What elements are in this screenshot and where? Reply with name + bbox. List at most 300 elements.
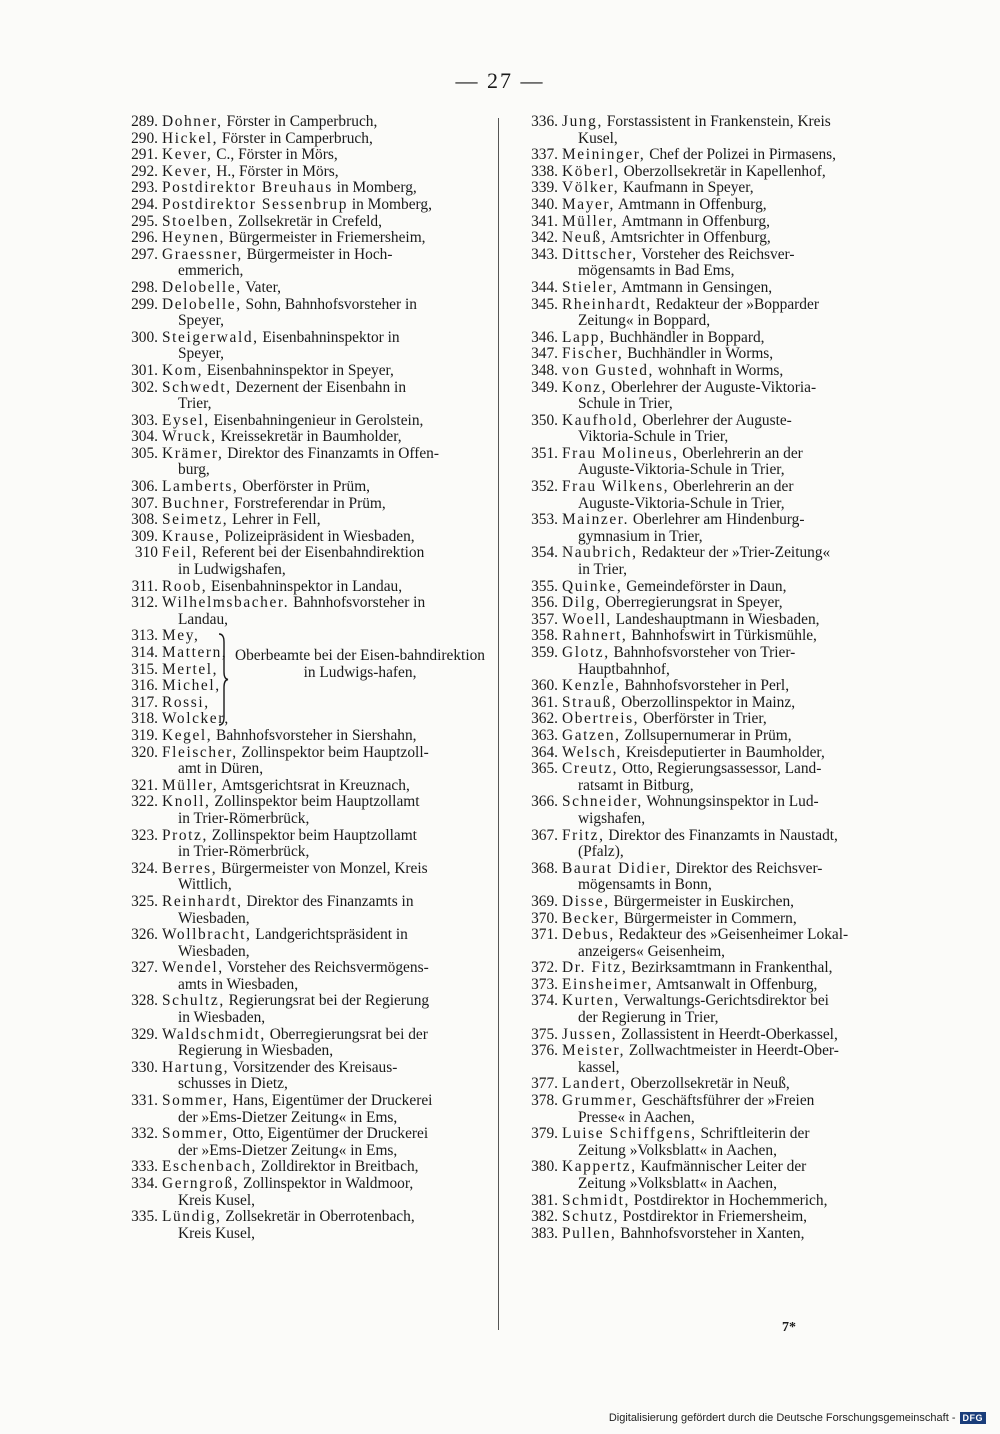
entry-description: Direktor des Finanzamts in Offen- — [223, 444, 439, 462]
list-entry — [112, 479, 490, 496]
list-entry — [112, 579, 490, 596]
entry-description: Förster in Camperbruch, — [222, 113, 378, 130]
entry-number: 349. — [531, 378, 558, 396]
entry-name: Rahnert, — [562, 627, 628, 645]
entry-continuation: Landau, — [178, 610, 228, 628]
entry-text — [562, 1043, 894, 1076]
entry-description: Bürgermeister in Euskirchen, — [609, 892, 795, 910]
entry-number: 327. — [131, 959, 158, 977]
list-entry — [112, 1027, 490, 1060]
entry-name: Fischer, — [562, 345, 624, 363]
entry-number: 375. — [531, 1025, 558, 1043]
entry-name: Wilhelmsbacher. — [162, 594, 290, 612]
entry-continuation: ratsamt in Bitburg, — [578, 776, 694, 794]
entry-number: 325. — [131, 892, 158, 910]
entry-name: Mattern, — [162, 644, 228, 661]
entry-name: Kurten, — [562, 992, 620, 1010]
entry-description: Direktor des Reichsver- — [671, 859, 823, 877]
entry-number: 359. — [531, 644, 558, 661]
entry-text — [162, 778, 490, 795]
entry-description: Buchhändler in Worms, — [623, 345, 774, 363]
entry-text — [562, 645, 894, 678]
entry-text — [162, 180, 490, 197]
entry-number: 314. — [131, 644, 158, 661]
entry-text — [562, 728, 894, 745]
entry-name: Rheinhardt, — [562, 295, 652, 313]
group-entry — [112, 660, 219, 679]
entry-description: Amtmann in Gensingen, — [618, 278, 773, 296]
page-number: — 27 — — [455, 68, 545, 93]
entry-name: Eysel, — [162, 411, 210, 429]
list-entry — [512, 545, 894, 578]
entry-name: Einsheimer, — [562, 975, 653, 993]
entry-text — [562, 960, 894, 977]
list-entry — [512, 761, 894, 794]
entry-number: 380. — [531, 1158, 558, 1176]
entry-text — [162, 595, 490, 628]
entry-description: Vorsteher des Reichsvermögens- — [223, 959, 429, 977]
entry-name: Kaufhold, — [562, 411, 639, 429]
list-entry — [512, 977, 894, 994]
entry-description: Dezernent der Eisenbahn in — [231, 378, 407, 396]
entry-text — [162, 114, 490, 131]
footer — [609, 1412, 986, 1424]
entry-description: Gemeindeförster in Daun, — [622, 577, 787, 595]
list-entry — [112, 147, 490, 164]
entry-name: Meininger, — [562, 146, 646, 164]
entry-name: Jung, — [562, 113, 603, 130]
entry-name: Baurat Didier, — [562, 859, 672, 877]
entry-number: 336. — [531, 113, 558, 130]
list-entry — [512, 1076, 894, 1093]
list-entry — [512, 612, 894, 629]
entry-continuation: Wiesbaden, — [178, 909, 250, 927]
list-entry — [112, 114, 490, 131]
entry-description: Redakteur der »Trier-Zeitung« — [637, 544, 831, 562]
entry-number: 315. — [131, 660, 158, 678]
entry-text — [162, 1027, 490, 1060]
entry-name: Pullen, — [562, 1224, 617, 1242]
entry-name: Heynen, — [162, 229, 225, 247]
entry-description: Lehrer in Fell, — [228, 511, 321, 529]
entry-text — [162, 545, 490, 578]
entry-number: 298. — [131, 278, 158, 296]
entry-name: Fritz, — [562, 826, 605, 844]
entry-text — [562, 1027, 894, 1044]
entry-continuation: Presse« in Aachen, — [578, 1108, 695, 1126]
entry-name: Neuß, — [562, 229, 608, 247]
list-entry — [512, 230, 894, 247]
entry-name: Fleischer, — [162, 743, 238, 761]
entry-name: Dittscher, — [562, 245, 638, 263]
entry-continuation: Trier, — [178, 395, 212, 413]
entry-number: 321. — [131, 776, 158, 794]
entry-text — [562, 761, 894, 794]
entry-description: Amtsrichter in Offenburg, — [607, 229, 771, 247]
entry-description: Bürgermeister in Hoch- — [242, 245, 393, 263]
entry-text — [162, 993, 490, 1026]
entry-description: Bahnhofswirt in Türkismühle, — [627, 627, 817, 645]
entry-name: Lapp, — [562, 328, 606, 346]
list-entry — [112, 794, 490, 827]
entry-number: 352. — [531, 478, 558, 496]
entry-number: 360. — [531, 677, 558, 695]
entry-description: Bahnhofsvorsteher in Xanten, — [616, 1224, 805, 1242]
entry-number: 320. — [131, 743, 158, 761]
entry-name: Woell, — [562, 610, 612, 628]
entry-name: Creutz, — [562, 760, 619, 778]
entry-description: in Momberg, — [348, 195, 432, 213]
list-entry — [512, 280, 894, 297]
list-entry — [512, 346, 894, 363]
entry-description: wohnhaft in Worms, — [653, 361, 784, 379]
entry-text — [562, 1093, 894, 1126]
entry-text — [162, 1209, 490, 1242]
entry-description: Zollinspektor beim Hauptzollamt — [210, 793, 420, 811]
entry-text — [162, 1126, 490, 1159]
group-caption: Oberbeamte bei der Eisen-bahndirektion in Ludwigs-hafen, — [234, 647, 485, 681]
list-entry — [512, 728, 894, 745]
list-entry — [512, 1226, 894, 1243]
entry-number: 318. — [131, 710, 158, 728]
entry-description: H., Förster in Mörs, — [212, 162, 339, 180]
entry-name: Mertel, — [162, 660, 219, 678]
entry-name: Reinhardt, — [162, 892, 243, 910]
list-entry — [512, 861, 894, 894]
entry-text — [162, 147, 490, 164]
list-entry — [112, 1209, 490, 1242]
entry-number: 345. — [531, 295, 558, 313]
list-entry — [112, 429, 490, 446]
entry-description: Oberlehrer der Auguste-Viktoria- — [607, 378, 817, 396]
list-entry — [512, 645, 894, 678]
list-entry — [112, 993, 490, 1026]
entry-description: Oberlehrer der Auguste- — [638, 411, 792, 429]
entry-description: Eisenbahninspektor in — [258, 328, 400, 346]
entry-name: Landert, — [562, 1075, 627, 1093]
list-entry — [112, 512, 490, 529]
entry-description: Referent bei der Eisenbahndirektion — [197, 544, 425, 562]
entry-description: Oberzollinspektor in Mainz, — [617, 693, 796, 711]
entry-description: Eisenbahningenieur in Gerolstein, — [209, 411, 424, 429]
entry-description: Oberzollsekretär in Neuß, — [626, 1075, 790, 1093]
entry-text — [562, 380, 894, 413]
entry-name: Kever, — [162, 146, 213, 164]
entry-description: Vorsteher des Reichsver- — [637, 245, 795, 263]
entry-number: 331. — [131, 1092, 158, 1110]
entry-number: 313. — [131, 627, 158, 645]
entry-name: Schultz, — [162, 992, 225, 1010]
entry-number: 346. — [531, 328, 558, 346]
list-entry — [512, 247, 894, 280]
curly-brace-icon — [216, 632, 230, 727]
entry-description: Förster in Camperbruch, — [218, 129, 373, 147]
entry-number: 364. — [531, 743, 558, 761]
list-entry — [112, 595, 490, 628]
entry-number: 348. — [531, 361, 558, 379]
entry-number: 366. — [531, 793, 558, 811]
list-entry — [512, 828, 894, 861]
entry-description: Bürgermeister in Commern, — [620, 909, 797, 927]
entry-continuation: anzeigers« Geisenheim, — [578, 942, 726, 960]
entry-number: 351. — [531, 444, 558, 462]
list-entry — [512, 147, 894, 164]
entry-number: 305. — [131, 444, 158, 462]
entry-number: 309. — [131, 527, 158, 545]
entry-name: Kegel, — [162, 726, 213, 744]
left-column-list-a — [112, 114, 490, 628]
group-entry — [112, 644, 228, 662]
entry-number: 368. — [531, 859, 558, 877]
entry-description: Kaufmann in Speyer, — [619, 179, 754, 197]
list-entry — [512, 1027, 894, 1044]
entry-name: Konz, — [562, 378, 608, 396]
list-entry — [512, 330, 894, 347]
list-entry — [512, 894, 894, 911]
entry-text — [562, 628, 894, 645]
entry-number: 370. — [531, 909, 558, 927]
entry-number: 354. — [531, 544, 558, 562]
entry-continuation: Viktoria-Schule in Trier, — [578, 428, 729, 446]
entry-description: Bahnhofsvorsteher in Siershahn, — [212, 726, 417, 744]
list-entry — [112, 1126, 490, 1159]
entry-text — [162, 280, 490, 297]
entry-continuation: Speyer, — [178, 345, 224, 363]
entry-description: Oberförster in Prüm, — [238, 478, 371, 496]
list-entry — [512, 197, 894, 214]
entry-description: Bahnhofsvorsteher in Perl, — [620, 677, 790, 695]
entry-name: Lamberts, — [162, 478, 239, 496]
entry-text — [162, 794, 490, 827]
entry-text — [562, 861, 894, 894]
list-entry — [512, 745, 894, 762]
entry-name: Kenzle, — [562, 677, 621, 695]
list-entry — [112, 529, 490, 546]
entry-name: Jussen, — [562, 1025, 618, 1043]
dfg-logo: DFG — [960, 1412, 987, 1424]
entry-text — [162, 131, 490, 148]
entry-continuation: in Ludwigshafen, — [178, 561, 286, 579]
entry-continuation: Auguste-Viktoria-Schule in Trier, — [578, 461, 785, 479]
entry-name: Müller, — [162, 776, 219, 794]
entry-number: 330. — [131, 1058, 158, 1076]
entry-text — [162, 745, 490, 778]
entry-description: Oberförster in Trier, — [639, 710, 767, 728]
list-entry — [512, 1193, 894, 1210]
entry-name: Buchner, — [162, 494, 231, 512]
entry-description: Amtsgerichtsrat in Kreuznach, — [218, 776, 410, 794]
entry-description: Amtmann in Offenburg, — [618, 212, 770, 230]
list-entry — [512, 678, 894, 695]
entry-description: Zollsekretär in Oberrotenbach, — [221, 1208, 415, 1226]
list-entry — [512, 512, 894, 545]
list-entry — [512, 794, 894, 827]
entry-continuation: Kreis Kusel, — [178, 1191, 255, 1209]
group-entry-list — [112, 627, 230, 728]
entry-description: Direktor des Finanzamts in — [242, 892, 414, 910]
entry-name: Kappertz, — [562, 1158, 637, 1176]
list-entry — [512, 1126, 894, 1159]
entry-continuation: Regierung in Wiesbaden, — [178, 1042, 334, 1060]
entry-text — [562, 1226, 894, 1243]
entry-continuation: Speyer, — [178, 312, 224, 330]
list-entry — [512, 1043, 894, 1076]
entry-name: Feil, — [162, 544, 198, 562]
list-entry — [112, 247, 490, 280]
entry-description: Polizeipräsident in Wiesbaden, — [220, 527, 415, 545]
entry-description: Zollwachtmeister in Heerdt-Ober- — [625, 1042, 839, 1060]
entry-continuation: mögensamts in Bad Ems, — [578, 262, 735, 280]
entry-name: Postdirektor Breuhaus — [162, 179, 333, 197]
entry-name: Graessner, — [162, 245, 243, 263]
entry-number: 382. — [531, 1208, 558, 1226]
entry-text — [562, 977, 894, 994]
entry-continuation: Auguste-Viktoria-Schule in Trier, — [578, 494, 785, 512]
entry-name: Glotz, — [562, 644, 610, 661]
entry-text — [162, 828, 490, 861]
entry-name: Waldschmidt, — [162, 1025, 266, 1043]
entry-description: Zollinspektor in Waldmoor, — [239, 1175, 414, 1192]
entry-name: Kever, — [162, 162, 213, 180]
list-entry — [112, 1176, 490, 1209]
entry-description: Buchhändler in Boppard, — [605, 328, 765, 346]
entry-name: Mayer, — [562, 195, 615, 213]
entry-name: Rossi, — [162, 693, 210, 711]
entry-number: 308. — [131, 511, 158, 529]
entry-description: Otto, Eigentümer der Druckerei — [228, 1125, 429, 1143]
list-entry — [512, 1209, 894, 1226]
entry-text — [162, 512, 490, 529]
entry-description: Bürgermeister von Monzel, Kreis — [217, 859, 428, 877]
entry-number: 362. — [531, 710, 558, 728]
entry-description: Kreissekretär in Baumholder, — [216, 428, 402, 446]
entry-text — [162, 960, 490, 993]
entry-description: Oberlehrer am Hindenburg- — [629, 511, 805, 529]
entry-description: Eisenbahninspektor in Landau, — [207, 577, 403, 595]
entry-description: Oberlehrerin an der — [669, 478, 794, 496]
entry-description: Zollsekretär in Crefeld, — [234, 212, 382, 230]
entry-number: 323. — [131, 826, 158, 844]
entry-name: Lündig, — [162, 1208, 222, 1226]
entry-number: 371. — [531, 926, 558, 944]
entry-description: Oberregierungsrat in Speyer, — [601, 594, 783, 612]
left-column-list-b — [112, 728, 490, 1242]
entry-name: Dr. Fitz, — [562, 959, 628, 977]
entry-name: Becker, — [562, 909, 621, 927]
entry-text — [162, 894, 490, 927]
list-entry — [112, 363, 490, 380]
entry-description: Hans, Eigentümer der Druckerei — [228, 1092, 433, 1110]
entry-name: Krause, — [162, 527, 221, 545]
entry-description: in Momberg, — [332, 179, 417, 197]
entry-number: 365. — [531, 760, 558, 778]
entry-number: 328. — [131, 992, 158, 1010]
column-divider — [498, 118, 499, 1330]
entry-description: Zollassistent in Heerdt-Oberkassel, — [617, 1025, 838, 1043]
entry-text — [162, 230, 490, 247]
entry-description: Zollinspektor beim Hauptzoll- — [237, 743, 429, 761]
group-entry — [112, 710, 230, 728]
signature-mark: 7* — [782, 1320, 796, 1335]
list-entry — [112, 197, 490, 214]
entry-text — [562, 1159, 894, 1192]
list-entry — [512, 180, 894, 197]
entry-number: 329. — [131, 1025, 158, 1043]
entry-number: 333. — [131, 1158, 158, 1176]
entry-continuation: schusses in Dietz, — [178, 1075, 288, 1093]
entry-name: Steigerwald, — [162, 328, 259, 346]
entry-text — [562, 745, 894, 762]
list-entry — [112, 330, 490, 363]
entry-number: 378. — [531, 1092, 558, 1110]
entry-number: 355. — [531, 577, 558, 595]
entry-continuation: in Trier-Römerbrück, — [178, 843, 310, 861]
group-entry — [112, 677, 221, 695]
entry-description: Regierungsrat bei der Regierung — [224, 992, 430, 1010]
entry-text — [562, 794, 894, 827]
entry-number: 291. — [131, 146, 158, 164]
entry-name: Schutz, — [562, 1208, 619, 1226]
entry-text — [562, 247, 894, 280]
entry-number: 342. — [531, 229, 558, 247]
entry-text — [562, 579, 894, 596]
entry-description: Eisenbahninspektor in Speyer, — [203, 361, 394, 379]
list-entry — [512, 595, 894, 612]
entry-text — [562, 1076, 894, 1093]
entry-number: 322. — [131, 793, 158, 811]
entry-continuation: burg, — [178, 461, 210, 479]
list-entry — [112, 927, 490, 960]
grouped-entries — [112, 628, 490, 728]
entry-text — [162, 297, 490, 330]
entry-description: Redakteur der »Bopparder — [651, 295, 819, 313]
group-entry — [112, 695, 216, 712]
entry-number: 353. — [531, 511, 558, 529]
list-entry — [512, 927, 894, 960]
entry-number: 344. — [531, 278, 558, 296]
entry-description: Landgerichtspräsident in — [251, 926, 408, 944]
entry-name: Wollbracht, — [162, 926, 252, 944]
entry-text — [162, 861, 490, 894]
entry-description: Zollsupernumerar in Prüm, — [620, 726, 792, 744]
entry-number: 374. — [531, 992, 558, 1010]
entry-name: Grummer, — [562, 1092, 638, 1110]
entry-name: Disse, — [562, 892, 610, 910]
left-column — [112, 114, 490, 1242]
list-entry — [512, 993, 894, 1026]
entry-continuation: in Trier-Römerbrück, — [178, 809, 310, 827]
entry-description: Zolldirektor in Breitbach, — [256, 1158, 419, 1176]
entry-continuation: Zeitung« in Boppard, — [578, 312, 711, 330]
entry-continuation: kassel, — [578, 1058, 620, 1076]
list-entry — [512, 297, 894, 330]
entry-description: Landeshauptmann in Wiesbaden, — [611, 610, 820, 628]
entry-text — [562, 114, 894, 147]
entry-number: 383. — [531, 1224, 558, 1242]
entry-number: 350. — [531, 411, 558, 429]
footer-text: Digitalisierung gefördert durch die Deutsche Forschungsgemeinschaft - — [608, 1412, 956, 1424]
list-entry — [512, 1159, 894, 1192]
entry-description: Kaufmännischer Leiter der — [636, 1158, 807, 1176]
entry-name: Sommer, — [162, 1125, 229, 1143]
entry-name: Wruck, — [162, 428, 217, 446]
entry-name: Hickel, — [162, 129, 219, 147]
entry-name: Michel, — [162, 677, 221, 695]
entry-name: Luise Schiffgens, — [562, 1125, 697, 1143]
entry-description: Vorsitzender des Kreisaus- — [229, 1058, 398, 1076]
entry-text — [162, 1060, 490, 1093]
entry-continuation: Kreis Kusel, — [178, 1224, 255, 1242]
